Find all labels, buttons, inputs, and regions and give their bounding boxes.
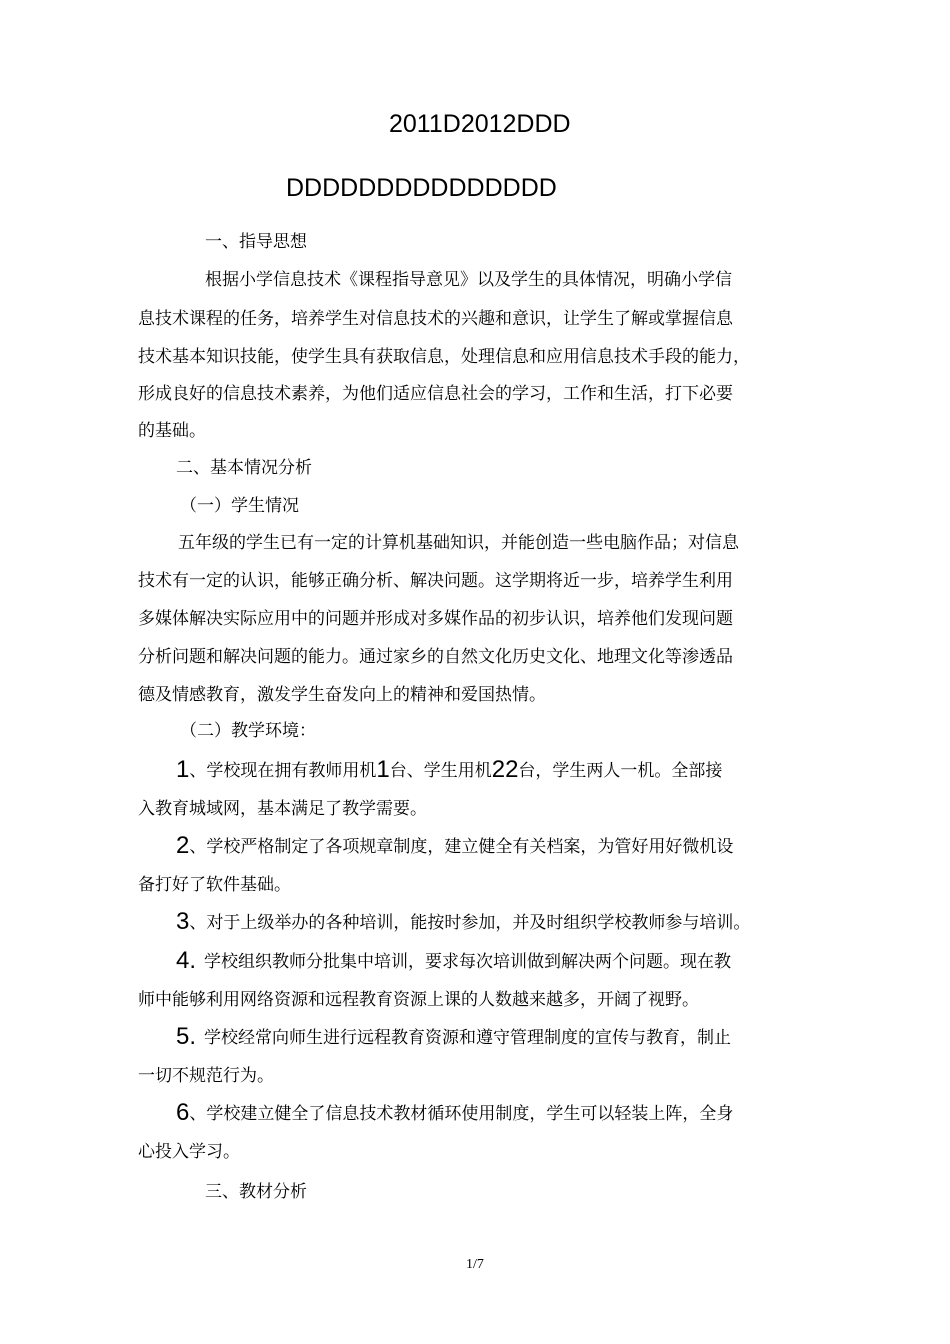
document-title-line-1: 2011D2012DDD	[389, 110, 571, 138]
list-item-4-line-2: 师中能够利用网络资源和远程教育资源上课的人数越来越多，开阔了视野。	[138, 990, 699, 1010]
list-item-text: 台、学生用机	[389, 761, 492, 781]
list-item-text: 台，学生两人一机。全部接	[518, 761, 723, 781]
list-item-1-line-2: 入教育城域网，基本满足了教学需要。	[138, 799, 427, 819]
list-item-4-line-1	[176, 947, 732, 974]
list-item-5-line-1	[176, 1023, 732, 1050]
list-item-1-line-1	[176, 756, 723, 783]
list-item-text: 、学校建立健全了信息技术教材循环使用制度，学生可以轻装上阵，全身	[189, 1104, 734, 1124]
section-heading-textbook-analysis: 三、教材分析	[205, 1182, 307, 1202]
list-item-text: 、对于上级举办的各种培训，能按时参加，并及时组织学校教师参与培训。	[189, 913, 751, 933]
list-item-number: 5.	[176, 1023, 197, 1050]
section-heading-guiding-ideology: 一、指导思想	[205, 232, 307, 252]
subsection-heading-environment: （二）教学环境：	[180, 721, 316, 741]
list-item-number: 4.	[176, 947, 197, 974]
list-item-number: 1	[176, 756, 190, 783]
paragraph-line: 的基础。	[138, 421, 206, 441]
list-item-5-line-2: 一切不规范行为。	[138, 1066, 274, 1086]
inline-number: 1	[376, 756, 390, 783]
list-item-number: 2	[176, 832, 190, 859]
list-item-2-line-2: 备打好了软件基础。	[138, 875, 291, 895]
list-item-text: 学校组织教师分批集中培训，要求每次培训做到解决两个问题。现在教	[204, 952, 732, 972]
paragraph-line: 根据小学信息技术《课程指导意见》以及学生的具体情况，明确小学信	[205, 270, 732, 290]
paragraph-line: 德及情感教育，激发学生奋发向上的精神和爱国热情。	[138, 685, 546, 705]
page-number: 1/7	[466, 1257, 484, 1272]
list-item-text: 、学校现在拥有教师用机	[189, 761, 377, 781]
section-heading-basic-analysis: 二、基本情况分析	[176, 458, 312, 478]
list-item-text: 学校经常向师生进行远程教育资源和遵守管理制度的宣传与教育，制止	[204, 1028, 732, 1048]
paragraph-line: 息技术课程的任务，培养学生对信息技术的兴趣和意识，让学生了解或掌握信息	[138, 309, 733, 329]
paragraph-line: 分析问题和解决问题的能力。通过家乡的自然文化历史文化、地理文化等渗透品	[138, 647, 733, 667]
list-item-number: 6	[176, 1099, 190, 1126]
inline-number: 22	[491, 756, 519, 783]
list-item-6-line-2: 心投入学习。	[138, 1142, 240, 1162]
list-item-3-line-1	[176, 908, 751, 935]
paragraph-line: 技术有一定的认识，能够正确分析、解决问题。这学期将近一步，培养学生利用	[138, 571, 733, 591]
list-item-2-line-1	[176, 832, 734, 859]
paragraph-line: 五年级的学生已有一定的计算机基础知识，并能创造一些电脑作品；对信息	[178, 533, 739, 553]
paragraph-line: 多媒体解决实际应用中的问题并形成对多媒作品的初步认识，培养他们发现问题	[138, 609, 733, 629]
list-item-text: 、学校严格制定了各项规章制度，建立健全有关档案，为管好用好微机设	[189, 837, 734, 857]
subsection-heading-students: （一）学生情况	[180, 496, 299, 516]
list-item-6-line-1	[176, 1099, 734, 1126]
list-item-number: 3	[176, 908, 190, 935]
paragraph-line: 技术基本知识技能，使学生具有获取信息，处理信息和应用信息技术手段的能力，	[138, 347, 750, 367]
paragraph-line: 形成良好的信息技术素养，为他们适应信息社会的学习，工作和生活，打下必要	[138, 384, 733, 404]
document-title-line-2: DDDDDDDDDDDDDDD	[286, 174, 557, 202]
